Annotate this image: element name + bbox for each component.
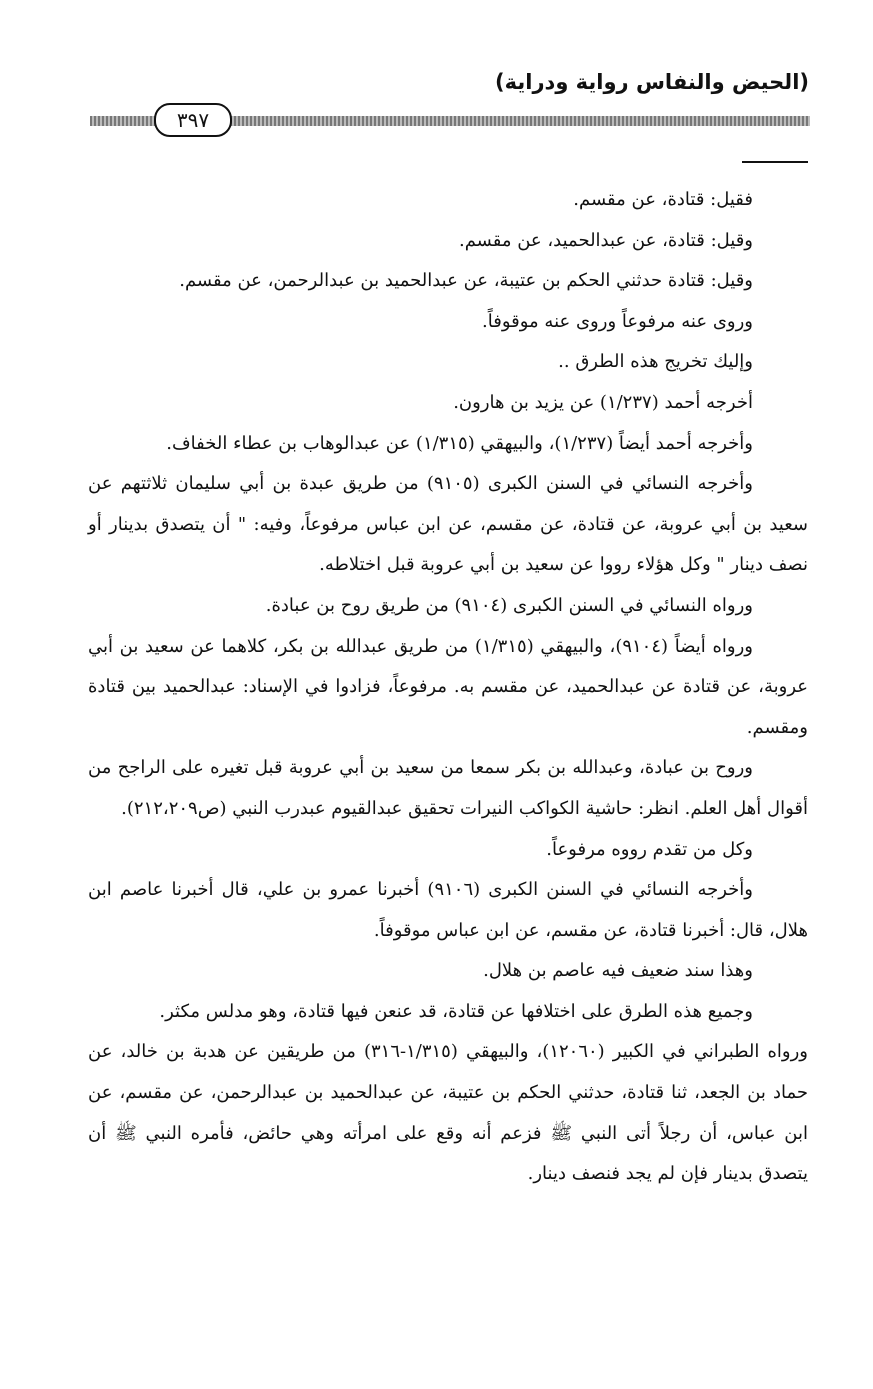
paragraph: ورواه أيضاً (٩١٠٤)، والبيهقي (١/٣١٥) من طريق عبدالله بن بكر، كلاهما عن سعيد بن أبي عروبة، عن قتادة عن عبدالحميد، عن مقسم به. مرفوعاً، فزادوا في الإسناد: عبدالحميد بين قتادة ومقسم. [88, 635, 808, 738]
paragraph: وأخرجه النسائي في السنن الكبرى (٩١٠٦) أخبرنا عمرو بن علي، قال أخبرنا عاصم ابن هلال، قال: أخبرنا قتادة، عن مقسم، عن ابن عباس موقوفاً. [88, 879, 808, 941]
paragraph: ورواه الطبراني في الكبير (١٢٠٦٠)، والبيهقي (١/٣١٥-٣١٦) من طريقين عن هدبة بن خالد، عن حماد بن الجعد، ثنا قتادة، حدثني الحكم بن عتيبة، عن عبدالحميد بن عبدالرحمن، عن مقسم، عن ابن عباس، أن رجلاً أتى النبي ﷺ فزعم أنه وقع على امرأته وهي حائض، فأمره النبي ﷺ أن يتصدق بدينار فإن لم يجد فنصف دينار. [88, 1041, 808, 1185]
paragraph: وكل من تقدم رووه مرفوعاً. [546, 838, 753, 860]
paragraph: وأخرجه أحمد أيضاً (١/٢٣٧)، والبيهقي (١/٣١٥) عن عبدالوهاب بن عطاء الخفاف. [166, 432, 753, 454]
paragraph: أخرجه أحمد (١/٢٣٧) عن يزيد بن هارون. [453, 391, 753, 413]
paragraph: فقيل: قتادة، عن مقسم. [573, 189, 753, 210]
footnote-separator [742, 161, 808, 163]
paragraph: وأخرجه النسائي في السنن الكبرى (٩١٠٥) من طريق عبدة بن أبي سليمان ثلاثتهم عن سعيد بن أبي عروبة، عن قتادة، عن مقسم، عن ابن عباس مرفوعاً، وفيه: " أن يتصدق بدينار أو نصف دينار " وكل هؤلاء رووا عن سعيد بن أبي عروبة قبل اختلاطه. [88, 473, 808, 576]
paragraph: وقيل: قتادة، عن عبدالحميد، عن مقسم. [458, 229, 753, 251]
paragraph: وروح بن عبادة، وعبدالله بن بكر سمعا من سعيد بن أبي عروبة قبل تغيره على الراجح من أقوال أهل العلم. انظر: حاشية الكواكب النيرات تحقيق عبدالقيوم عبدرب النبي (ص٢١٢،٢٠٩). [88, 757, 808, 819]
running-header-title: (الحيض والنفاس رواية ودراية) [495, 70, 809, 94]
paragraph: وجميع هذه الطرق على اختلافها عن قتادة، قد عنعن فيها قتادة، وهو مدلس مكثر. [159, 1000, 753, 1022]
paragraph: وإليك تخريج هذه الطرق .. [558, 351, 753, 373]
page-number-badge: ٣٩٧ [154, 103, 232, 137]
paragraph: وقيل: قتادة حدثني الحكم بن عتيبة، عن عبدالحميد بن عبدالرحمن، عن مقسم. [179, 270, 753, 292]
page-body [88, 180, 808, 1195]
paragraph: ورواه النسائي في السنن الكبرى (٩١٠٤) من طريق روح بن عبادة. [265, 594, 753, 616]
paragraph: وروى عنه مرفوعاً وروى عنه موقوفاً. [482, 310, 753, 332]
paragraph: وهذا سند ضعيف فيه عاصم بن هلال. [483, 960, 753, 982]
